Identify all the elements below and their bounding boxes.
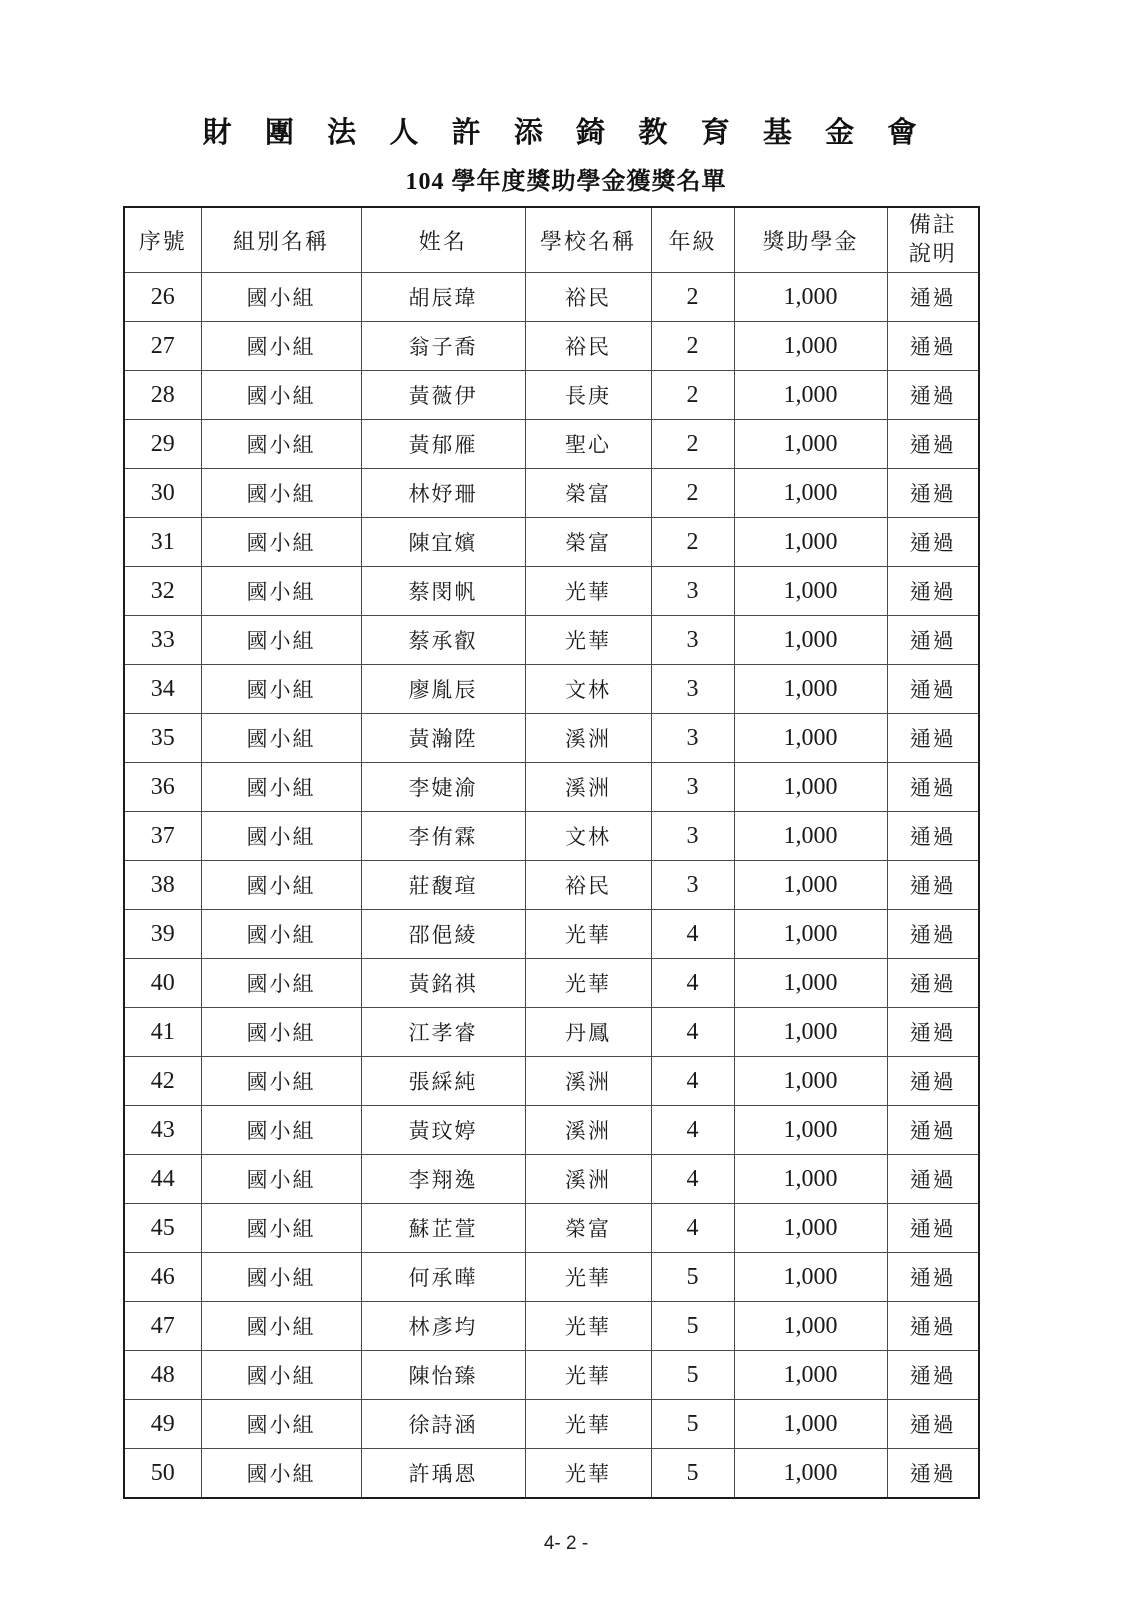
cell-no: 38 [124, 861, 201, 910]
cell-no: 29 [124, 420, 201, 469]
cell-remark: 通過 [887, 518, 979, 567]
cell-school: 光華 [525, 616, 651, 665]
cell-amount: 1,000 [734, 1400, 887, 1449]
cell-no: 33 [124, 616, 201, 665]
cell-name: 黃銘祺 [361, 959, 525, 1008]
cell-remark: 通過 [887, 812, 979, 861]
cell-name: 黃郁雁 [361, 420, 525, 469]
cell-remark: 通過 [887, 714, 979, 763]
cell-name: 黃玟婷 [361, 1106, 525, 1155]
cell-name: 莊馥瑄 [361, 861, 525, 910]
cell-group: 國小組 [201, 1057, 361, 1106]
cell-no: 32 [124, 567, 201, 616]
cell-group: 國小組 [201, 616, 361, 665]
cell-amount: 1,000 [734, 616, 887, 665]
cell-no: 50 [124, 1449, 201, 1499]
cell-group: 國小組 [201, 1449, 361, 1499]
document-subtitle: 104 學年度獎助學金獲獎名單 [405, 169, 727, 195]
table-row [124, 665, 979, 714]
cell-no: 27 [124, 322, 201, 371]
cell-name: 翁子喬 [361, 322, 525, 371]
cell-school: 光華 [525, 567, 651, 616]
cell-grade: 3 [651, 763, 734, 812]
cell-no: 39 [124, 910, 201, 959]
cell-amount: 1,000 [734, 1253, 887, 1302]
cell-grade: 2 [651, 518, 734, 567]
cell-remark: 通過 [887, 910, 979, 959]
cell-amount: 1,000 [734, 1057, 887, 1106]
table-row [124, 861, 979, 910]
cell-no: 35 [124, 714, 201, 763]
cell-amount: 1,000 [734, 567, 887, 616]
cell-no: 40 [124, 959, 201, 1008]
column-header-group: 組別名稱 [201, 207, 361, 273]
cell-school: 光華 [525, 1400, 651, 1449]
cell-group: 國小組 [201, 812, 361, 861]
cell-remark: 通過 [887, 1204, 979, 1253]
table-row [124, 812, 979, 861]
table-row [124, 1400, 979, 1449]
cell-amount: 1,000 [734, 1008, 887, 1057]
cell-school: 光華 [525, 959, 651, 1008]
table-row [124, 1008, 979, 1057]
cell-amount: 1,000 [734, 812, 887, 861]
cell-grade: 3 [651, 616, 734, 665]
column-header-remarks-line2: 說明 [908, 241, 957, 266]
cell-grade: 2 [651, 322, 734, 371]
cell-name: 黃瀚陞 [361, 714, 525, 763]
cell-amount: 1,000 [734, 420, 887, 469]
cell-group: 國小組 [201, 1253, 361, 1302]
cell-no: 43 [124, 1106, 201, 1155]
table-row [124, 959, 979, 1008]
cell-grade: 4 [651, 1155, 734, 1204]
cell-grade: 5 [651, 1351, 734, 1400]
table-row [124, 371, 979, 420]
cell-name: 黃薇伊 [361, 371, 525, 420]
cell-school: 聖心 [525, 420, 651, 469]
table-row [124, 273, 979, 322]
cell-school: 裕民 [525, 861, 651, 910]
cell-amount: 1,000 [734, 1106, 887, 1155]
table-header [124, 207, 979, 273]
cell-amount: 1,000 [734, 763, 887, 812]
cell-name: 廖胤辰 [361, 665, 525, 714]
cell-no: 45 [124, 1204, 201, 1253]
cell-grade: 2 [651, 371, 734, 420]
cell-amount: 1,000 [734, 1155, 887, 1204]
cell-group: 國小組 [201, 1155, 361, 1204]
cell-school: 溪洲 [525, 1057, 651, 1106]
cell-name: 蔡閔帆 [361, 567, 525, 616]
cell-school: 溪洲 [525, 1106, 651, 1155]
cell-group: 國小組 [201, 322, 361, 371]
cell-remark: 通過 [887, 861, 979, 910]
cell-remark: 通過 [887, 469, 979, 518]
cell-name: 徐詩涵 [361, 1400, 525, 1449]
cell-name: 蔡承叡 [361, 616, 525, 665]
cell-grade: 4 [651, 1106, 734, 1155]
cell-remark: 通過 [887, 1351, 979, 1400]
cell-amount: 1,000 [734, 322, 887, 371]
cell-grade: 3 [651, 714, 734, 763]
cell-group: 國小組 [201, 567, 361, 616]
table-row [124, 469, 979, 518]
cell-group: 國小組 [201, 665, 361, 714]
cell-amount: 1,000 [734, 861, 887, 910]
table-row [124, 1253, 979, 1302]
table-row [124, 1057, 979, 1106]
cell-no: 42 [124, 1057, 201, 1106]
page-number: 4- 2 - [543, 1533, 589, 1554]
cell-no: 28 [124, 371, 201, 420]
cell-remark: 通過 [887, 371, 979, 420]
cell-grade: 4 [651, 1057, 734, 1106]
cell-grade: 4 [651, 959, 734, 1008]
cell-grade: 3 [651, 812, 734, 861]
cell-group: 國小組 [201, 1008, 361, 1057]
cell-group: 國小組 [201, 1351, 361, 1400]
cell-name: 蘇芷萱 [361, 1204, 525, 1253]
table-row [124, 420, 979, 469]
cell-remark: 通過 [887, 1008, 979, 1057]
table-row [124, 1449, 979, 1499]
cell-amount: 1,000 [734, 910, 887, 959]
cell-school: 丹鳳 [525, 1008, 651, 1057]
cell-grade: 4 [651, 1008, 734, 1057]
table-row [124, 1155, 979, 1204]
column-header-remarks-line1: 備註 [908, 212, 957, 238]
column-header-grade: 年級 [651, 207, 734, 273]
cell-remark: 通過 [887, 665, 979, 714]
cell-amount: 1,000 [734, 1449, 887, 1499]
cell-group: 國小組 [201, 861, 361, 910]
cell-group: 國小組 [201, 420, 361, 469]
cell-group: 國小組 [201, 910, 361, 959]
cell-grade: 2 [651, 420, 734, 469]
cell-amount: 1,000 [734, 1302, 887, 1351]
cell-name: 許瑀恩 [361, 1449, 525, 1499]
table-body [124, 273, 979, 1499]
cell-name: 胡辰瑋 [361, 273, 525, 322]
cell-school: 長庚 [525, 371, 651, 420]
cell-school: 榮富 [525, 1204, 651, 1253]
cell-name: 李侑霖 [361, 812, 525, 861]
cell-group: 國小組 [201, 1106, 361, 1155]
cell-group: 國小組 [201, 959, 361, 1008]
cell-grade: 5 [651, 1302, 734, 1351]
table-row [124, 322, 979, 371]
cell-school: 溪洲 [525, 763, 651, 812]
cell-no: 37 [124, 812, 201, 861]
cell-remark: 通過 [887, 1302, 979, 1351]
cell-name: 何承曄 [361, 1253, 525, 1302]
cell-remark: 通過 [887, 420, 979, 469]
cell-no: 30 [124, 469, 201, 518]
cell-school: 光華 [525, 1449, 651, 1499]
cell-amount: 1,000 [734, 1204, 887, 1253]
cell-no: 47 [124, 1302, 201, 1351]
table-row [124, 567, 979, 616]
cell-grade: 4 [651, 1204, 734, 1253]
cell-grade: 5 [651, 1253, 734, 1302]
cell-group: 國小組 [201, 714, 361, 763]
table-row [124, 1106, 979, 1155]
scholarship-table [123, 206, 980, 1499]
cell-school: 光華 [525, 1253, 651, 1302]
cell-school: 文林 [525, 665, 651, 714]
cell-name: 林妤珊 [361, 469, 525, 518]
cell-name: 林彥均 [361, 1302, 525, 1351]
cell-remark: 通過 [887, 322, 979, 371]
cell-name: 陳宜嬪 [361, 518, 525, 567]
cell-grade: 5 [651, 1449, 734, 1499]
cell-no: 34 [124, 665, 201, 714]
column-header-school: 學校名稱 [525, 207, 651, 273]
cell-remark: 通過 [887, 1400, 979, 1449]
table-row [124, 616, 979, 665]
cell-group: 國小組 [201, 273, 361, 322]
table-row [124, 910, 979, 959]
cell-grade: 2 [651, 273, 734, 322]
cell-group: 國小組 [201, 1400, 361, 1449]
cell-school: 光華 [525, 1351, 651, 1400]
cell-grade: 3 [651, 567, 734, 616]
cell-school: 溪洲 [525, 1155, 651, 1204]
cell-school: 溪洲 [525, 714, 651, 763]
cell-grade: 4 [651, 910, 734, 959]
table-row [124, 763, 979, 812]
cell-no: 41 [124, 1008, 201, 1057]
cell-remark: 通過 [887, 959, 979, 1008]
cell-no: 48 [124, 1351, 201, 1400]
cell-remark: 通過 [887, 1449, 979, 1499]
cell-no: 36 [124, 763, 201, 812]
cell-school: 文林 [525, 812, 651, 861]
cell-group: 國小組 [201, 469, 361, 518]
cell-name: 張綵純 [361, 1057, 525, 1106]
cell-remark: 通過 [887, 1155, 979, 1204]
cell-amount: 1,000 [734, 959, 887, 1008]
cell-grade: 2 [651, 469, 734, 518]
cell-group: 國小組 [201, 371, 361, 420]
cell-group: 國小組 [201, 1302, 361, 1351]
column-header-remarks [887, 207, 979, 273]
cell-name: 邵俋綾 [361, 910, 525, 959]
column-header-name: 姓名 [361, 207, 525, 273]
cell-remark: 通過 [887, 273, 979, 322]
cell-no: 49 [124, 1400, 201, 1449]
document-title: 財 團 法 人 許 添 錡 教 育 基 金 會 [202, 117, 930, 149]
table-row [124, 714, 979, 763]
cell-name: 陳怡臻 [361, 1351, 525, 1400]
cell-remark: 通過 [887, 1106, 979, 1155]
cell-amount: 1,000 [734, 1351, 887, 1400]
cell-school: 光華 [525, 1302, 651, 1351]
table-row [124, 1204, 979, 1253]
cell-school: 榮富 [525, 469, 651, 518]
table-row [124, 1302, 979, 1351]
cell-amount: 1,000 [734, 714, 887, 763]
cell-school: 裕民 [525, 322, 651, 371]
cell-no: 44 [124, 1155, 201, 1204]
cell-grade: 5 [651, 1400, 734, 1449]
cell-grade: 3 [651, 861, 734, 910]
cell-group: 國小組 [201, 1204, 361, 1253]
column-header-serial: 序號 [124, 207, 201, 273]
cell-school: 榮富 [525, 518, 651, 567]
table-row [124, 518, 979, 567]
cell-no: 31 [124, 518, 201, 567]
column-header-amount: 獎助學金 [734, 207, 887, 273]
cell-school: 光華 [525, 910, 651, 959]
cell-remark: 通過 [887, 763, 979, 812]
cell-amount: 1,000 [734, 469, 887, 518]
table-row [124, 1351, 979, 1400]
cell-amount: 1,000 [734, 665, 887, 714]
table-header-row [124, 207, 979, 273]
cell-no: 26 [124, 273, 201, 322]
cell-remark: 通過 [887, 567, 979, 616]
cell-remark: 通過 [887, 1253, 979, 1302]
cell-group: 國小組 [201, 763, 361, 812]
cell-name: 江孝睿 [361, 1008, 525, 1057]
cell-amount: 1,000 [734, 518, 887, 567]
cell-amount: 1,000 [734, 371, 887, 420]
cell-remark: 通過 [887, 1057, 979, 1106]
cell-no: 46 [124, 1253, 201, 1302]
cell-group: 國小組 [201, 518, 361, 567]
cell-grade: 3 [651, 665, 734, 714]
cell-school: 裕民 [525, 273, 651, 322]
cell-remark: 通過 [887, 616, 979, 665]
cell-amount: 1,000 [734, 273, 887, 322]
cell-name: 李婕渝 [361, 763, 525, 812]
cell-name: 李翔逸 [361, 1155, 525, 1204]
